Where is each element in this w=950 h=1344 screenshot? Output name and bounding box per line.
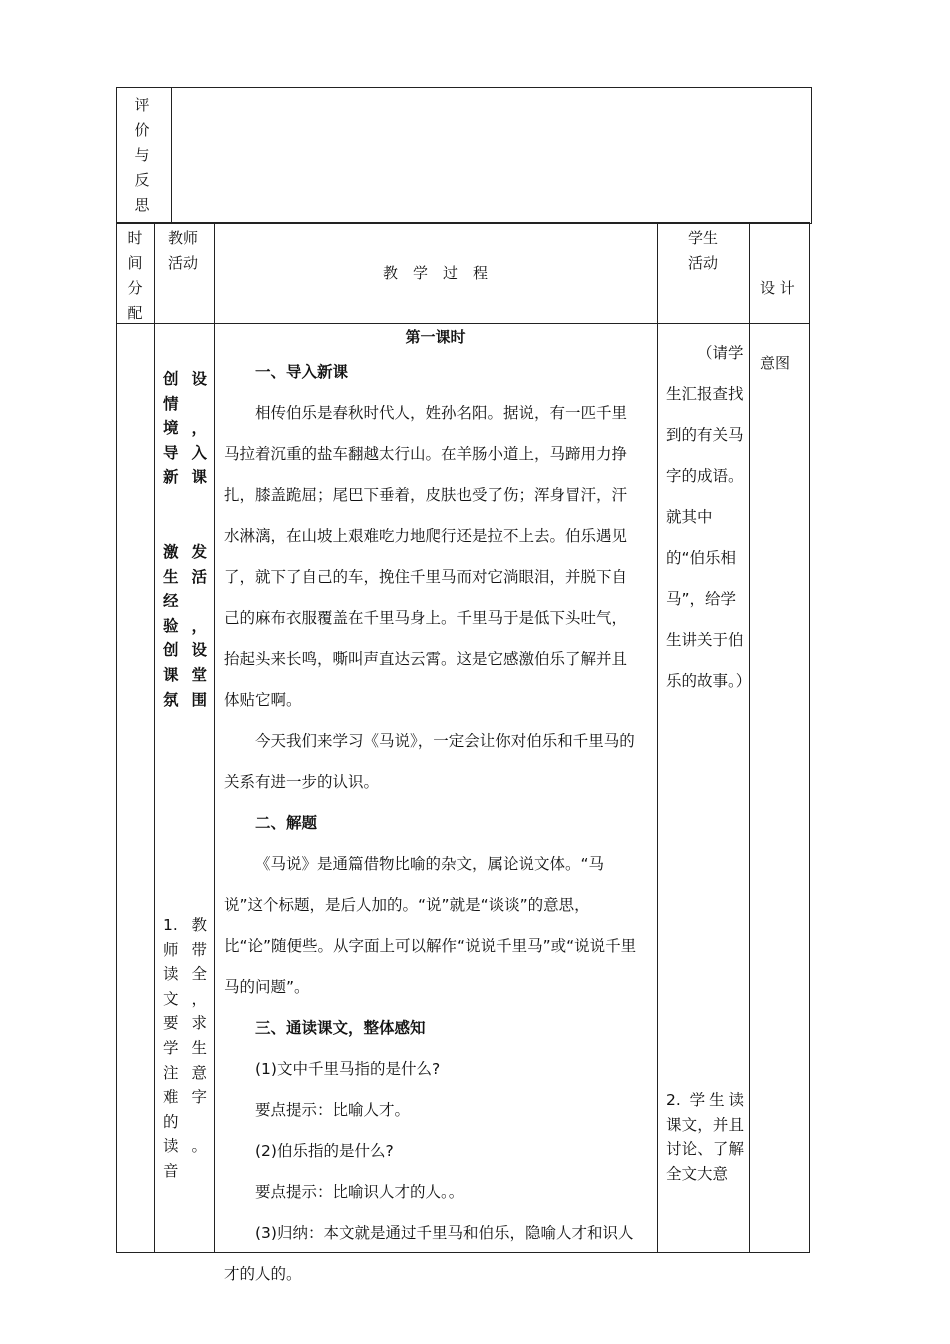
summary-paragraph: (3)归纳：本文就是通过千里马和伯乐，隐喻人才和识人才的人的。 [224, 1224, 634, 1283]
col-divider-4 [749, 222, 750, 1253]
student-activity-idioms: （请学生汇报查找到的有关马字的成语。就其中的“伯乐相马”，给学生讲关于伯乐的故事。） [666, 344, 752, 690]
answer-1: 要点提示：比喻人才。 [255, 1101, 411, 1119]
evaluation-label: 评 价 与 反 思 [134, 96, 150, 214]
intro-transition-paragraph: 今天我们来学习《马说》，一定会让你对伯乐和千里马的关系有进一步的认识。 [224, 732, 635, 791]
header-design-intent: 设 计 意图 [760, 279, 795, 372]
section-heading-title: 二、解题 [255, 814, 318, 832]
col-divider-1 [154, 222, 155, 1253]
teacher-activity-intro: 创 设 情 境 ， 导 入 新课 [163, 370, 207, 487]
title-explanation-paragraph: 《马说》是通篇借物比喻的杂文，属论说文体。“马说”这个标题，是后人加的。“说”就是“谈谈”的意思，比“论”随便些。从字面上可以解作“说说千里马”或“说说千里马的问题”。 [224, 855, 637, 996]
header-student-activity: 学生 活动 [688, 229, 719, 272]
section-heading-intro: 一、导入新课 [255, 363, 349, 381]
process-content [224, 352, 642, 1295]
evaluation-box [116, 87, 812, 224]
lesson-title: 第一课时 [405, 328, 466, 346]
question-2: (2)伯乐指的是什么? [255, 1142, 394, 1160]
teacher-activity-engage: 激 发 生 活 经 验 ， 创 设 课 堂 氛围 [163, 543, 207, 709]
section-heading-reading: 三、通读课文，整体感知 [255, 1019, 426, 1037]
teacher-activity-reading: 1. 教 师 带 读 全 文 ， 要 求 学 生 注 意 难 字 的读。 音 [163, 916, 207, 1180]
question-1: (1)文中千里马指的是什么? [255, 1060, 441, 1078]
evaluation-divider [171, 87, 172, 224]
header-row-divider [116, 323, 810, 324]
header-teacher-activity: 教师 活动 [168, 229, 199, 272]
student-activity-reading: 2. 学生读课文，并且讨论、了解全文大意 [666, 1091, 744, 1183]
intro-story-paragraph: 相传伯乐是春秋时代人，姓孙名阳。据说，有一匹千里马拉着沉重的盐车翻越太行山。在羊肠小道上，马蹄用力挣扎，膝盖跪屈；尾巴下垂着，皮肤也受了伤；浑身冒汗，汗水淋漓，在山坡上艰难吃力地爬行还是拉不上去。伯乐遇见了，就下了自己的车，挽住千里马而对它淌眼泪，并脱下自己的麻布衣服覆盖在千里马身上。千里马于是低下头吐气，抬起头来长鸣，嘶叫声直达云霄。这是它感激伯乐了解并且体贴它啊。 [224, 404, 628, 709]
header-teaching-process: 教 学 过 程 [382, 264, 488, 282]
answer-2: 要点提示：比喻识人才的人。。 [255, 1183, 465, 1201]
col-divider-3 [657, 222, 658, 1253]
col-divider-2 [214, 222, 215, 1253]
header-time-allocation: 时 间 分 配 [127, 229, 143, 322]
